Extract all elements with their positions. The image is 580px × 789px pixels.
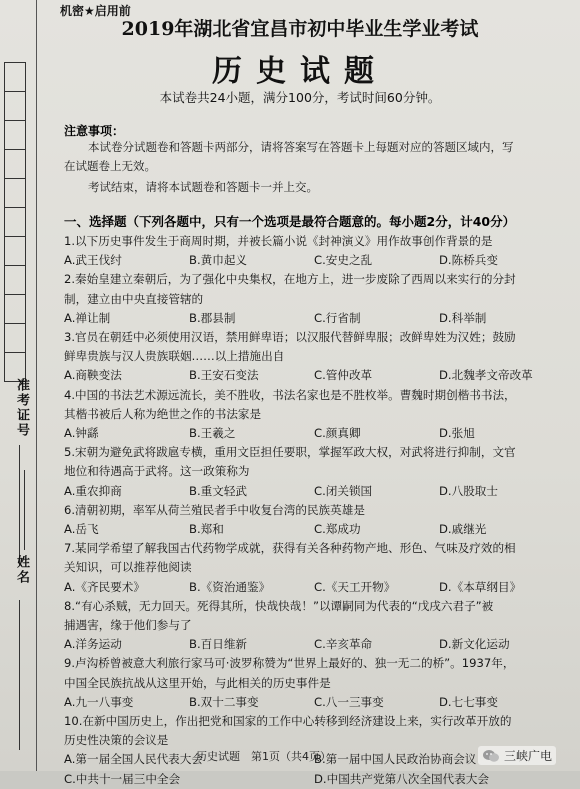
question-7 (64, 539, 560, 597)
question-2 (64, 270, 560, 328)
question-stem: 捕遇害，缘于他们参与了 (64, 618, 192, 633)
answer-option: C.辛亥革命 (314, 637, 373, 652)
answer-option: C.《天工开物》 (314, 579, 396, 594)
name-label: 姓名 (14, 555, 29, 585)
question-stem: 9.卢沟桥曾被意大利旅行家马可·波罗称赞为“世界上最好的、独一无二的桥”。1937年， (64, 656, 515, 671)
question-stem: 关知识，可以推荐他阅读 (64, 560, 192, 575)
question-stem: 5.宋朝为避免武将跋扈专横，重用文臣担任要职，掌握军政大权，对武将进行抑制，文官 (64, 445, 516, 460)
answer-option: C.管仲改革 (314, 368, 373, 383)
answer-option: A.商鞅变法 (64, 368, 122, 383)
answer-option: C.八一三事变 (314, 694, 384, 709)
question-list (64, 232, 560, 789)
question-1 (64, 232, 560, 270)
watermark-text: 三峡广电 (504, 749, 553, 763)
answer-option: C.中共十一届三中全会 (64, 771, 181, 786)
question-stem: 其楷书被后人称为绝世之作的书法家是 (64, 406, 262, 421)
answer-option: A.钟繇 (64, 426, 99, 441)
exam-id-label: 准考证号 (14, 378, 29, 438)
answer-option: D.陈桥兵变 (439, 253, 498, 268)
answer-option: B.双十二事变 (189, 694, 259, 709)
question-stem: 6.清朝初期，率军从荷兰殖民者手中收复台湾的民族英雄是 (64, 502, 365, 517)
notice-line-1: 本试卷分试题卷和答题卡两部分，请将答案写在答题卡上每题对应的答题区域内，写 (88, 140, 514, 154)
answer-option: D.七七事变 (439, 694, 498, 709)
answer-option: B.黄巾起义 (189, 253, 248, 268)
notice-line-3: 考试结束，请将本试题卷和答题卡一并上交。 (88, 180, 318, 194)
question-4 (64, 386, 560, 444)
answer-option: B.第一届中国人民政治协商会议 (314, 752, 477, 767)
watermark (478, 746, 556, 765)
answer-option: D.戚继光 (439, 522, 487, 537)
answer-option: D.北魏孝文帝改革 (439, 368, 533, 383)
answer-option: A.岳飞 (64, 522, 99, 537)
answer-option: B.王羲之 (189, 426, 236, 441)
answer-option: A.武王伐纣 (64, 253, 122, 268)
question-stem: 地位和待遇高于武将。这一政策称为 (64, 464, 250, 479)
answer-option: B.郑和 (189, 522, 224, 537)
answer-option: C.郑成功 (314, 522, 361, 537)
answer-option: A.洋务运动 (64, 637, 122, 652)
name-line (19, 600, 20, 750)
page-footer: 历史试题 第1页（共4页） (196, 750, 331, 763)
answer-option: B.王安石变法 (189, 368, 259, 383)
answer-option: A.第一届全国人民代表大会 (64, 752, 203, 767)
question-stem: 鲜卑贵族与汉人贵族联姻……以上措施出自 (64, 349, 285, 364)
exam-id-line (19, 445, 20, 565)
margin-line (24, 470, 25, 550)
answer-option: A.《齐民要术》 (64, 579, 145, 594)
wechat-icon (482, 749, 500, 763)
question-stem: 4.中国的书法艺术源远流长，美不胜收，书法名家也是不胜枚举。曹魏时期创楷书书法， (64, 387, 516, 402)
answer-option: A.九一八事变 (64, 694, 134, 709)
question-3 (64, 328, 560, 386)
answer-option: C.颜真卿 (314, 426, 361, 441)
answer-option: C.安史之乱 (314, 253, 373, 268)
notice-heading: 注意事项： (64, 124, 125, 138)
question-stem: 7.某同学希望了解我国古代药物学成就，获得有关各种药物产地、形色、气味及疗效的相 (64, 541, 516, 556)
notice-line-2: 在试题卷上无效。 (64, 159, 156, 173)
answer-option: C.闭关锁国 (314, 483, 373, 498)
question-5 (64, 443, 560, 501)
answer-option: B.百日维新 (189, 637, 248, 652)
question-stem: 10.在新中国历史上，作出把党和国家的工作中心转移到经济建设上来，实行改革开放的 (64, 714, 512, 729)
question-stem: 1.以下历史事件发生于商周时期，并被长篇小说《封神演义》用作故事创作背景的是 (64, 234, 493, 248)
question-stem: 制，建立由中央直接管辖的 (64, 291, 204, 306)
answer-option: D.张旭 (439, 426, 475, 441)
question-stem: 历史性决策的会议是 (64, 733, 169, 748)
answer-option: D.新文化运动 (439, 637, 510, 652)
answer-option: D.中国共产党第八次全国代表大会 (314, 771, 489, 786)
question-stem: 8.“有心杀贼，无力回天。死得其所，快哉快哉！”以谭嗣同为代表的“戊戌六君子”被 (64, 598, 494, 613)
question-stem: 3.官员在朝廷中必须使用汉语，禁用鲜卑语；以汉服代替鲜卑服；改鲜卑姓为汉姓；鼓励 (64, 330, 516, 345)
subject-title: 历史试题 (212, 54, 388, 89)
exam-title: 2019年湖北省宜昌市初中毕业生学业考试 (121, 18, 479, 40)
exam-info: 本试卷共24小题，满分100分，考试时间60分钟。 (159, 90, 441, 105)
answer-option: D.八股取士 (439, 483, 498, 498)
section-title: 一、选择题（下列各题中，只有一个选项是最符合题意的。每小题2分，计40分） (64, 214, 516, 229)
confidential-mark: 机密★启用前 (60, 4, 131, 18)
question-stem: 中国全民族抗战从这里开始，与此相关的历史事件是 (64, 675, 331, 690)
answer-option: B.《资治通鉴》 (189, 579, 271, 594)
exam-id-grid (4, 62, 26, 381)
answer-option: A.禅让制 (64, 310, 111, 325)
question-6 (64, 501, 560, 539)
question-8 (64, 597, 560, 655)
answer-option: B.郡县制 (189, 310, 236, 325)
answer-option: D.科举制 (439, 310, 487, 325)
answer-option: D.《本草纲目》 (439, 579, 522, 594)
question-9 (64, 654, 560, 712)
question-stem: 2.秦始皇建立秦朝后，为了强化中央集权，在地方上，进一步废除了西周以来实行的分封 (64, 272, 516, 287)
answer-option: A.重农抑商 (64, 483, 122, 498)
answer-option: C.行省制 (314, 310, 361, 325)
answer-option: B.重文轻武 (189, 483, 248, 498)
binding-margin (0, 0, 37, 771)
